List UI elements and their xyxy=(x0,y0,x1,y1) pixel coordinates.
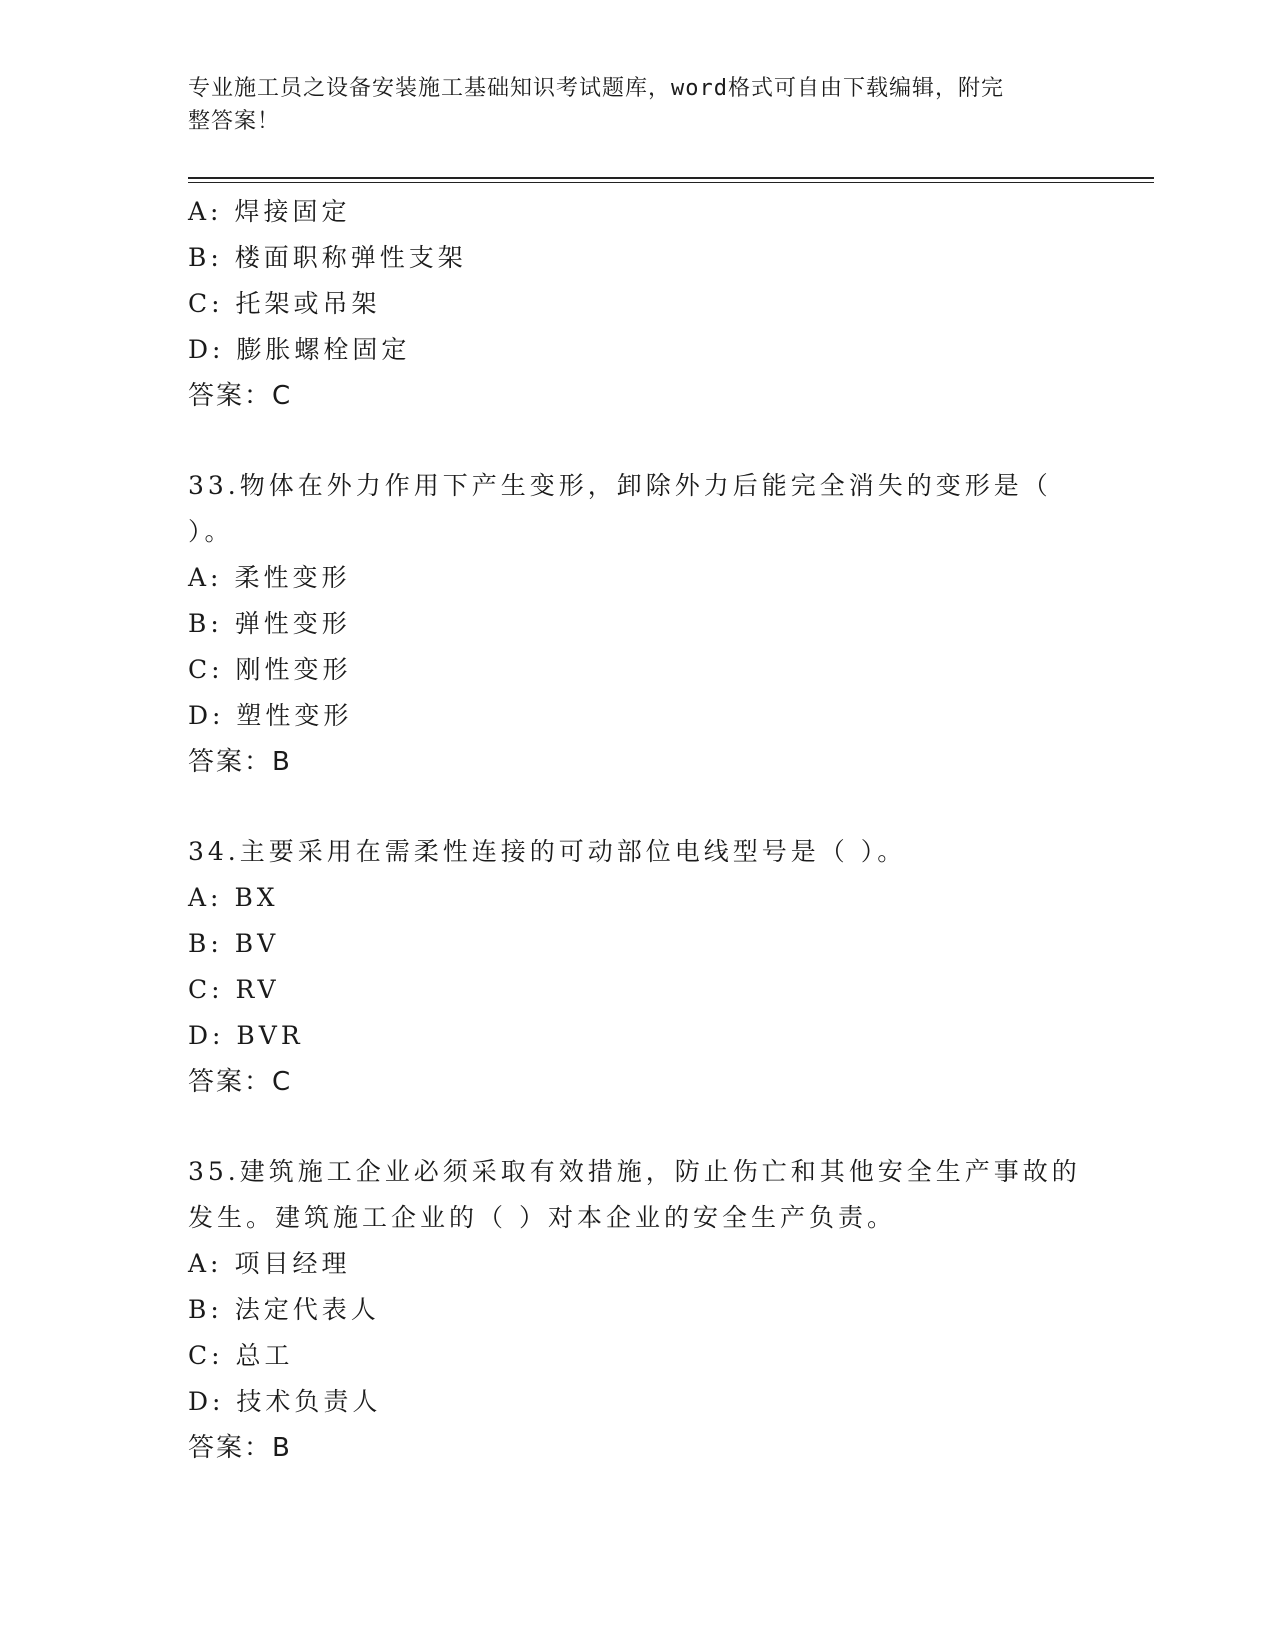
option-c: C: 刚性变形 xyxy=(188,655,352,684)
question-stem-line-2: 发生。建筑施工企业的（ ）对本企业的安全生产负责。 xyxy=(188,1203,896,1232)
question-33 xyxy=(188,463,1088,785)
option-a: A: BX xyxy=(188,883,279,912)
option-c: C: RV xyxy=(188,975,280,1004)
question-stem-line-2: ）。 xyxy=(188,517,234,546)
option-c: C: 托架或吊架 xyxy=(188,289,381,318)
option-a: A: 项目经理 xyxy=(188,1249,351,1278)
question-stem-line-1: 34.主要采用在需柔性连接的可动部位电线型号是（ ）。 xyxy=(188,837,907,866)
option-d: D: BVR xyxy=(188,1021,304,1050)
option-b: B: 楼面职称弹性支架 xyxy=(188,243,467,272)
header-line-1: 专业施工员之设备安装施工基础知识考试题库，word格式可自由下载编辑，附完 xyxy=(188,76,1004,101)
header-divider-thick xyxy=(188,177,1154,179)
option-b: B: 弹性变形 xyxy=(188,609,351,638)
question-stem-line-1: 35.建筑施工企业必须采取有效措施，防止伤亡和其他安全生产事故的 xyxy=(188,1157,1081,1186)
header-line-2: 整答案！ xyxy=(188,109,281,134)
answer: 答案：C xyxy=(188,1067,293,1097)
answer: 答案：B xyxy=(188,747,292,777)
option-b: B: BV xyxy=(188,929,280,958)
question-35 xyxy=(188,1149,1088,1471)
header-divider-thin xyxy=(188,182,1154,183)
question-stem-line-1: 33.物体在外力作用下产生变形，卸除外力后能完全消失的变形是（ xyxy=(188,471,1052,500)
question-list xyxy=(188,189,1088,1471)
question-32 xyxy=(188,189,1088,419)
option-a: A: 焊接固定 xyxy=(188,197,351,226)
option-d: D: 膨胀螺栓固定 xyxy=(188,335,411,364)
answer: 答案：B xyxy=(188,1433,292,1463)
option-c: C: 总工 xyxy=(188,1341,294,1370)
option-b: B: 法定代表人 xyxy=(188,1295,380,1324)
option-d: D: 塑性变形 xyxy=(188,701,353,730)
document-header xyxy=(188,72,1068,138)
answer: 答案：C xyxy=(188,381,293,411)
question-34 xyxy=(188,829,1088,1105)
option-a: A: 柔性变形 xyxy=(188,563,351,592)
option-d: D: 技术负责人 xyxy=(188,1387,382,1416)
